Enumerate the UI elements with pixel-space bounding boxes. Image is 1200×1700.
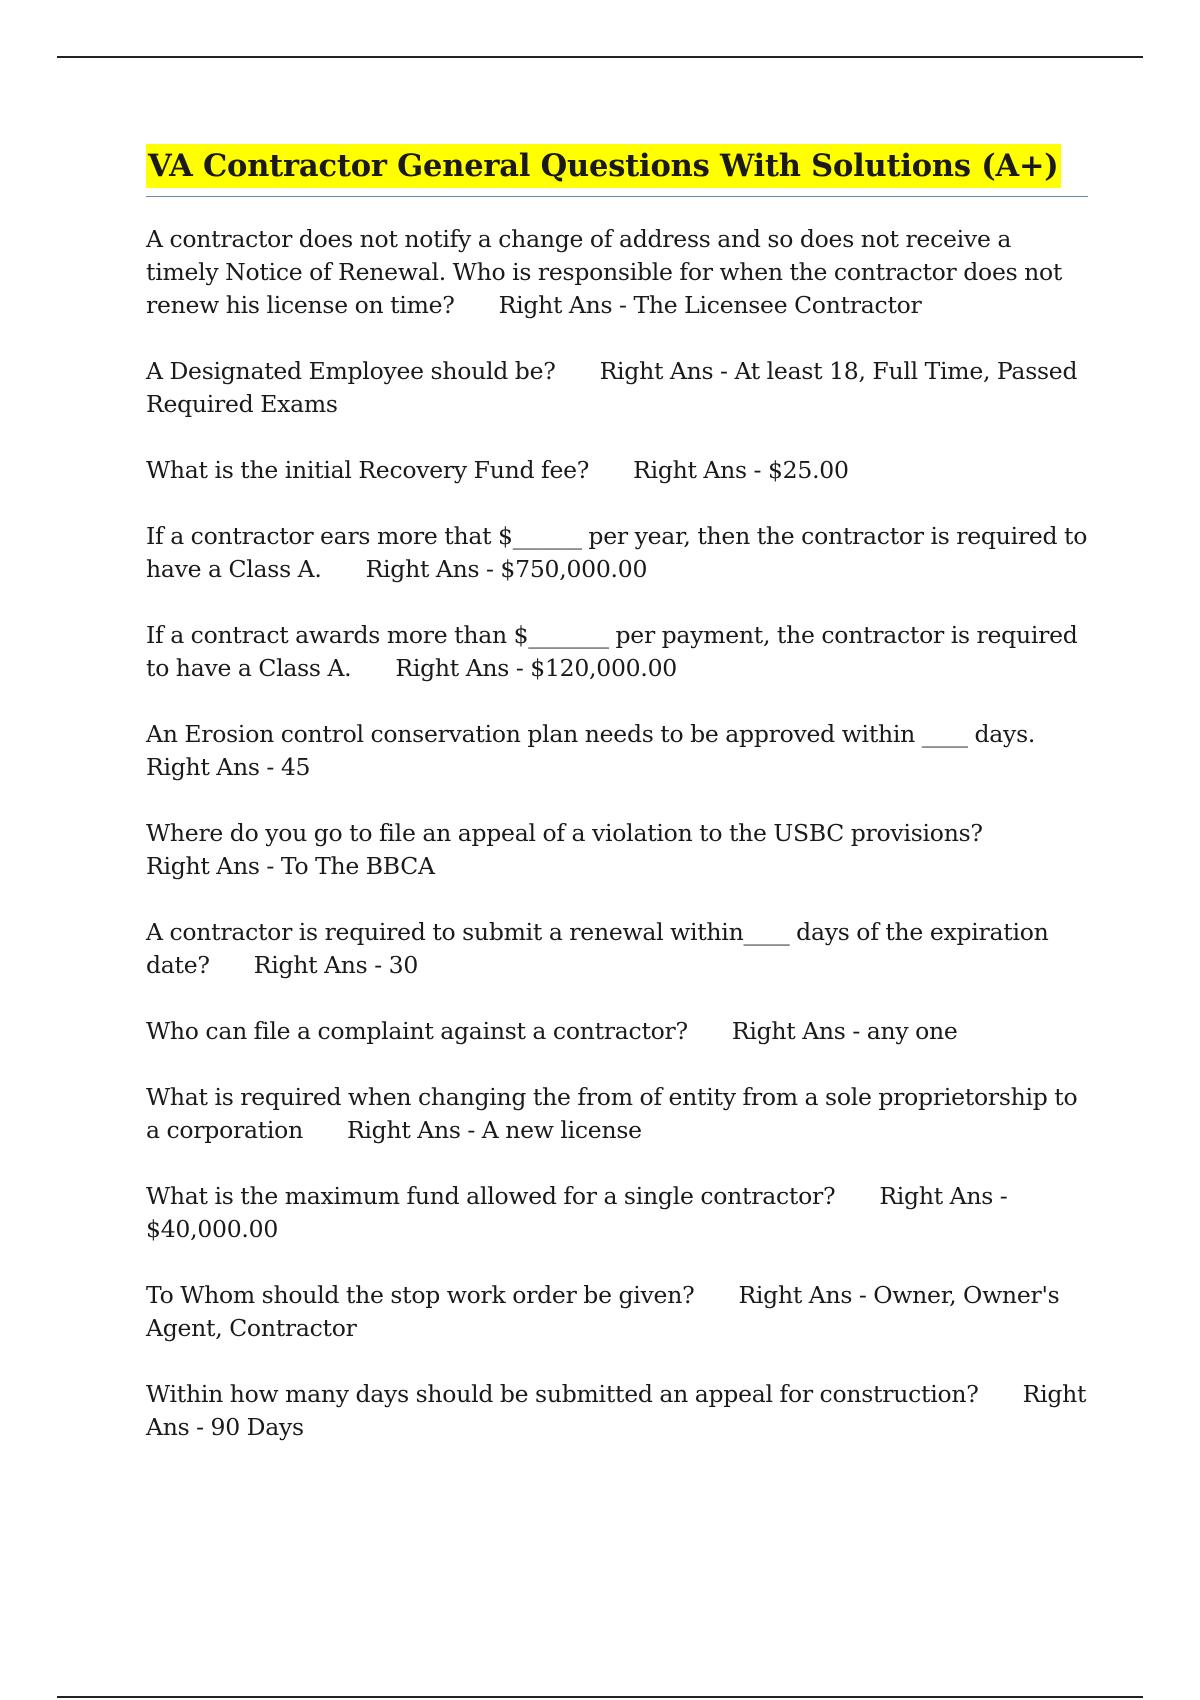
answer-text: Right Ans - 45 [146, 753, 311, 781]
qa-item [146, 1081, 1088, 1147]
page-title: VA Contractor General Questions With Solutions (A+) [146, 144, 1061, 188]
question-text: Where do you go to file an appeal of a violation to the USBC provisions? [146, 819, 983, 847]
title-block [146, 144, 1088, 197]
qa-item [146, 817, 1088, 883]
qa-item [146, 1279, 1088, 1345]
answer-text: Right Ans - $120,000.00 [395, 654, 677, 682]
qa-item [146, 1180, 1088, 1246]
qa-item [146, 916, 1088, 982]
qa-item [146, 718, 1088, 784]
question-text: A contractor does not notify a change of address and so does not receive a timely Notice of Renewal. Who is responsible for when the contractor does not renew his license on time? [146, 225, 1063, 319]
question-text: What is required when changing the from of entity from a sole proprietorship to a corporation [146, 1083, 1078, 1144]
question-text: What is the initial Recovery Fund fee? [146, 456, 590, 484]
qa-item [146, 1378, 1088, 1444]
footer-rule [57, 1696, 1143, 1698]
answer-text: Right Ans - A new license [346, 1116, 642, 1144]
answer-text: Right Ans - $40,000.00 [146, 1182, 1008, 1243]
qa-item [146, 454, 1088, 487]
question-text: Who can file a complaint against a contractor? [146, 1017, 688, 1045]
question-text: A contractor is required to submit a renewal within____ days of the expiration date? [146, 918, 1049, 979]
question-text: If a contractor ears more that $______ per year, then the contractor is required to have a Class A. [146, 522, 1088, 583]
qa-list [146, 223, 1088, 1444]
header-rule [57, 56, 1143, 58]
question-text: An Erosion control conservation plan needs to be approved within ____ days. [146, 720, 1036, 748]
answer-text: Right Ans - 90 Days [146, 1380, 1087, 1441]
question-text: To Whom should the stop work order be given? [146, 1281, 695, 1309]
question-text: What is the maximum fund allowed for a single contractor? [146, 1182, 836, 1210]
question-text: Within how many days should be submitted an appeal for construction? [146, 1380, 979, 1408]
qa-item [146, 520, 1088, 586]
answer-text: Right Ans - $750,000.00 [365, 555, 648, 583]
answer-text: Right Ans - 30 [253, 951, 419, 979]
qa-item [146, 355, 1088, 421]
question-text: A Designated Employee should be? [146, 357, 556, 385]
answer-text: Right Ans - $25.00 [633, 456, 849, 484]
answer-text: Right Ans - The Licensee Contractor [498, 291, 922, 319]
answer-text: Right Ans - At least 18, Full Time, Passed Required Exams [146, 357, 1078, 418]
qa-item [146, 223, 1088, 322]
qa-item [146, 1015, 1088, 1048]
qa-item [146, 619, 1088, 685]
question-text: If a contract awards more than $_______ per payment, the contractor is required to have a Class A. [146, 621, 1078, 682]
answer-text: Right Ans - Owner, Owner's Agent, Contractor [146, 1281, 1060, 1342]
answer-text: Right Ans - To The BBCA [146, 852, 435, 880]
answer-text: Right Ans - any one [731, 1017, 958, 1045]
document-body [146, 144, 1088, 1477]
